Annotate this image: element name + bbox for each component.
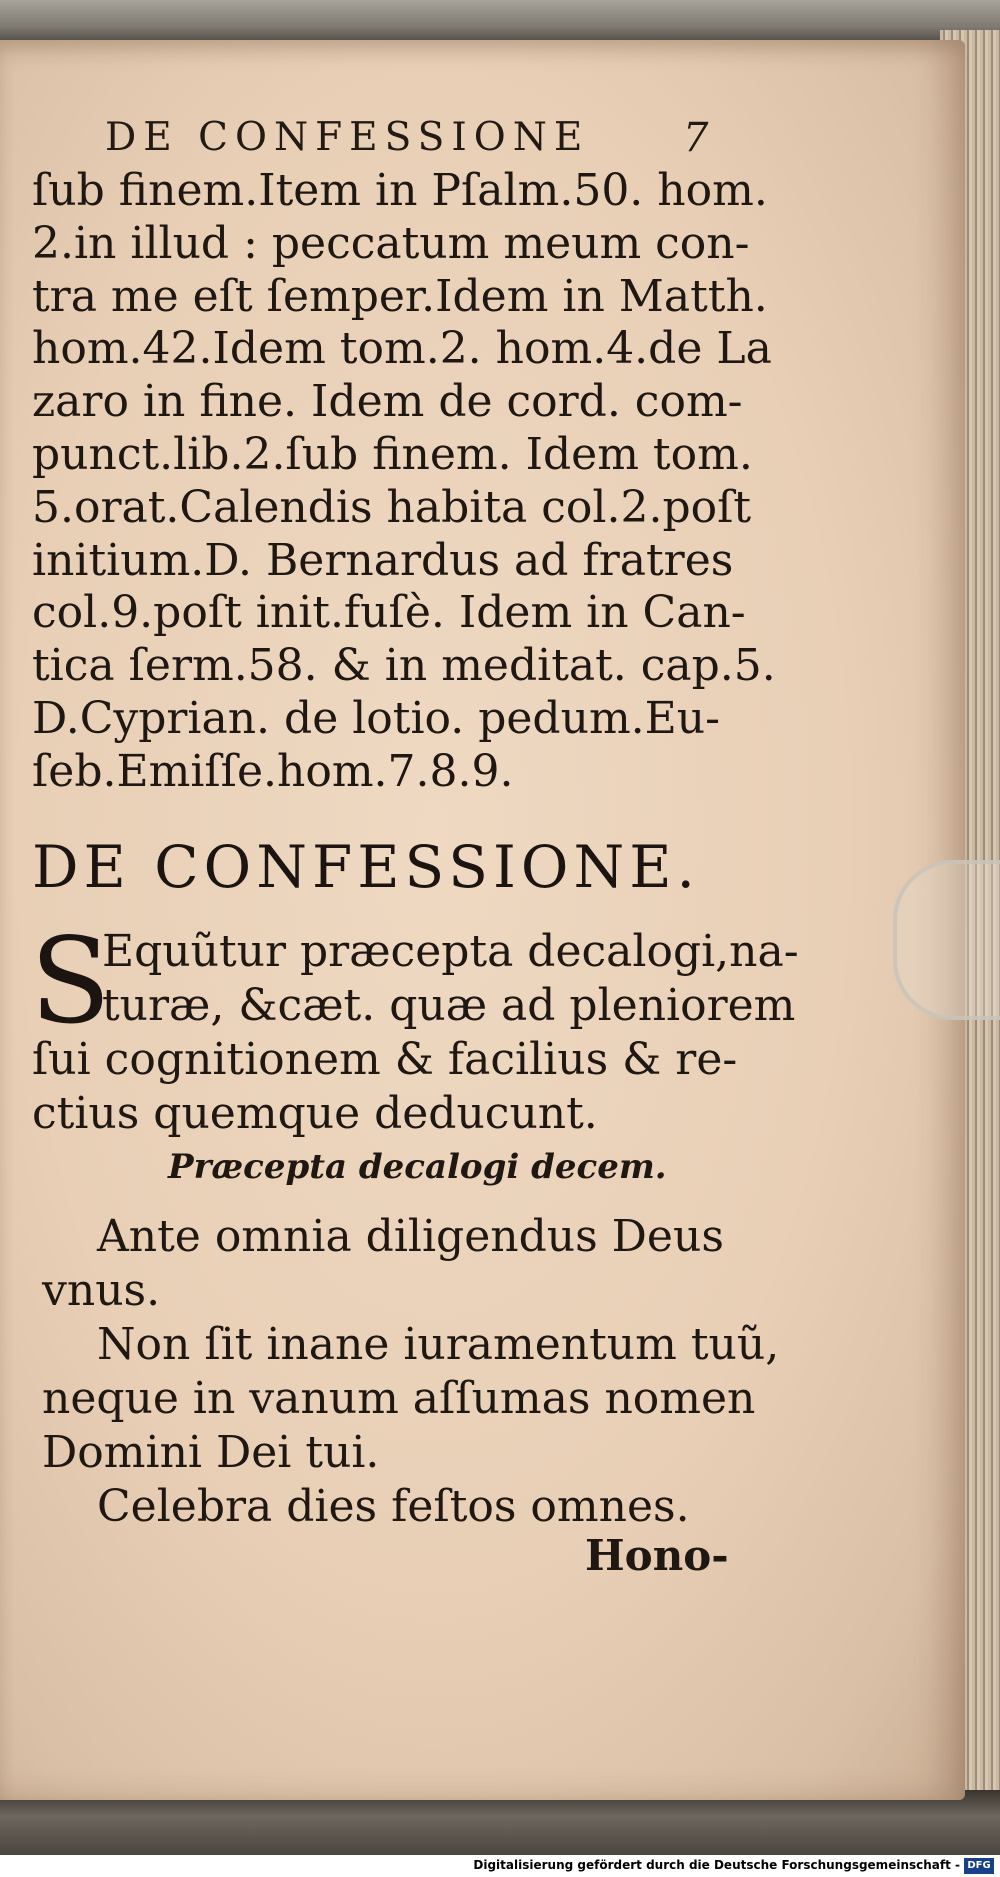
body-line: initium.D. Bernardus ad fratres [32,534,734,586]
commandment-line: Domini Dei tui. [42,1427,380,1478]
body-line: ſeb.Emiſſe.hom.7.8.9. [32,745,514,797]
drop-cap: S [30,912,111,1050]
paragraph-line: ctius quemque deducunt. [32,1088,598,1139]
funding-credit: Digitalisierung gefördert durch die Deutsche Forschungsgemeinschaft - [473,1858,960,1872]
paragraph-line: Equũtur præcepta decalogi,na- [102,926,799,977]
commandment-line: neque in vanum aſſumas nomen [42,1373,756,1424]
precepta-title: Præcepta decalogi decem. [168,1147,667,1187]
body-line: punct.lib.2.ſub finem. Idem tom. [32,428,753,480]
body-line: zaro in fine. Idem de cord. com- [32,376,743,428]
page-clip [893,860,1000,1020]
body-line: col.9.poſt init.fuſè. Idem in Can- [32,587,746,639]
body-line: ſub finem.Item in Pſalm.50. hom. [32,165,768,216]
running-head: DE CONFESSIONE [105,115,590,160]
commandment-line: Non ſit inane iuramentum tuũ, [97,1319,780,1370]
dfg-logo: DFG [964,1858,994,1874]
body-line: D.Cyprian. de lotio. pedum.Eu- [32,692,720,744]
catchword: Hono- [585,1531,729,1580]
commandment-line: Ante omnia diligendus Deus [97,1211,724,1262]
body-line: hom.42.Idem tom.2. hom.4.de La [32,323,772,375]
body-line: tra me eſt ſemper.Idem in Matth. [32,270,768,322]
body-line: 5.orat.Calendis habita col.2.poſt [32,481,752,533]
section-heading: DE CONFESSIONE. [32,833,700,901]
commandment-line: Celebra dies feſtos omnes. [97,1481,690,1532]
intro-paragraph [32,925,799,1141]
book-board-top [0,0,1000,44]
body-text [32,165,776,799]
commandment-line: vnus. [42,1265,161,1316]
page-number: 7 [683,115,709,161]
body-line: 2.in illud : peccatum meum con- [32,217,750,269]
paragraph-line: ſui cognitionem & facilius & re- [32,1034,738,1085]
commandments-list [42,1210,780,1534]
footer-bar [0,1855,1000,1877]
paragraph-line: turæ, &cæt. quæ ad pleniorem [102,980,796,1031]
body-line: tica ſerm.58. & in meditat. cap.5. [32,640,776,692]
